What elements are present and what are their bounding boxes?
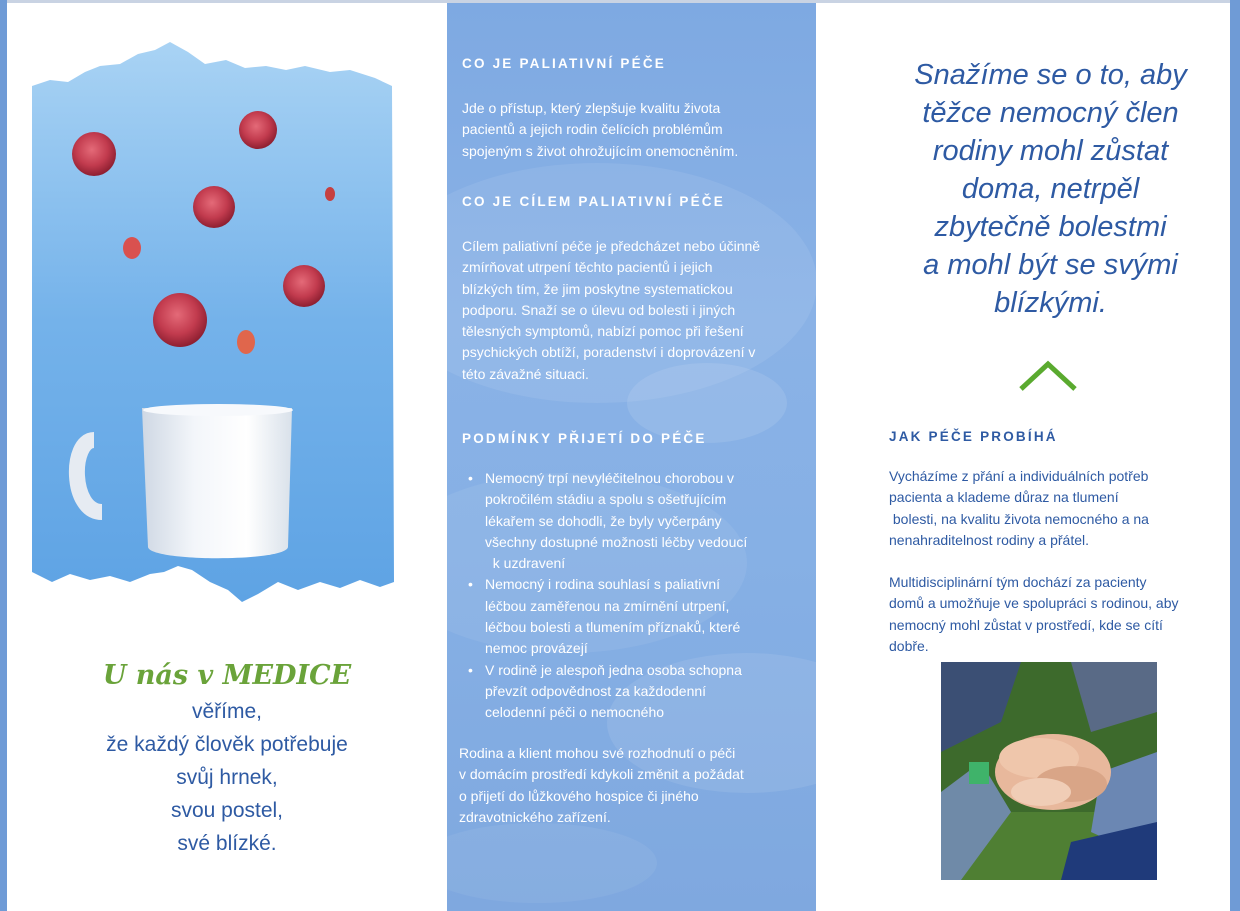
- middle-panel: [447, 3, 816, 911]
- section-text-goal: Cílem paliativní péče je předcházet nebo účinně zmírňovat utrpení těchto pacientů i jejich blízkých tím, že jim poskytne systematickou podporu. Snaží se o úlevu od bolesti i jiných tělesných symptomů, nabízí pomoc při řešení psychických obtíží, poradenství i doprovázení v této závažné situaci.: [462, 238, 761, 382]
- list-item: • V rodině je alespoň jedna osoba schopna převzít odpovědnost za každodenní celodenní péči o nemocného: [462, 660, 792, 724]
- section-text-what-is: Jde o přístup, který zlepšuje kvalitu života pacientů a jejich rodin čelících problémům spojeným s život ohrožujícím onemocněním.: [462, 100, 739, 159]
- team-hands-photo: [941, 662, 1157, 880]
- tagline: [40, 660, 414, 860]
- page-right-border: [1230, 0, 1240, 911]
- tagline-line: že každý člověk potřebuje: [106, 733, 348, 756]
- section-heading-conditions: PODMÍNKY PŘIJETÍ DO PÉČE: [462, 431, 707, 446]
- conditions-list: [462, 468, 792, 724]
- section-heading-what-is: CO JE PALIATIVNÍ PÉČE: [462, 56, 666, 71]
- chevron-up-icon: [1018, 360, 1078, 392]
- how-text-1: Vycházíme z přání a individuálních potřeb pacienta a klademe důraz na tlumení bolesti, na kvalitu života nemocného a na nenahraditelnost rodiny a přátel.: [889, 468, 1149, 548]
- tagline-line: věříme,: [191, 700, 262, 723]
- tagline-line: svou postel,: [170, 799, 284, 822]
- tagline-line: svůj hrnek,: [176, 766, 278, 789]
- mission-quote: Snažíme se o to, aby těžce nemocný člen rodiny mohl zůstat doma, netrpěl zbytečně bolestmi a mohl být se svými blízkými.: [914, 59, 1187, 319]
- page-left-border: [0, 0, 7, 911]
- how-text-2: Multidisciplinární tým dochází za pacienty domů a umožňuje ve spolupráci s rodinou, aby nemocný mohl zůstat v prostředí, kde se cítí dobře.: [889, 574, 1179, 654]
- tagline-title: U nás v MEDICE: [102, 660, 352, 691]
- tagline-line: své blízké.: [177, 832, 277, 855]
- cup-and-roses-photo: [30, 42, 394, 607]
- closing-text: Rodina a klient mohou své rozhodnutí o péči v domácím prostředí kdykoli změnit a požádat o přijetí do lůžkového hospice či jiného zdravotnického zařízení.: [459, 745, 744, 825]
- section-heading-how: JAK PÉČE PROBÍHÁ: [889, 429, 1058, 444]
- list-item: • Nemocný i rodina souhlasí s paliativní léčbou zaměřenou na zmírnění utrpení, léčbou bolesti a tlumením příznaků, které nemoc provázejí: [462, 574, 792, 659]
- section-heading-goal: CO JE CÍLEM PALIATIVNÍ PÉČE: [462, 194, 725, 209]
- list-item: • Nemocný trpí nevyléčitelnou chorobou v pokročilém stádiu a spolu s ošetřujícím lékařem se dohodli, že byly vyčerpány všechny dostupné možnosti léčby vedoucí k uzdravení: [462, 468, 792, 574]
